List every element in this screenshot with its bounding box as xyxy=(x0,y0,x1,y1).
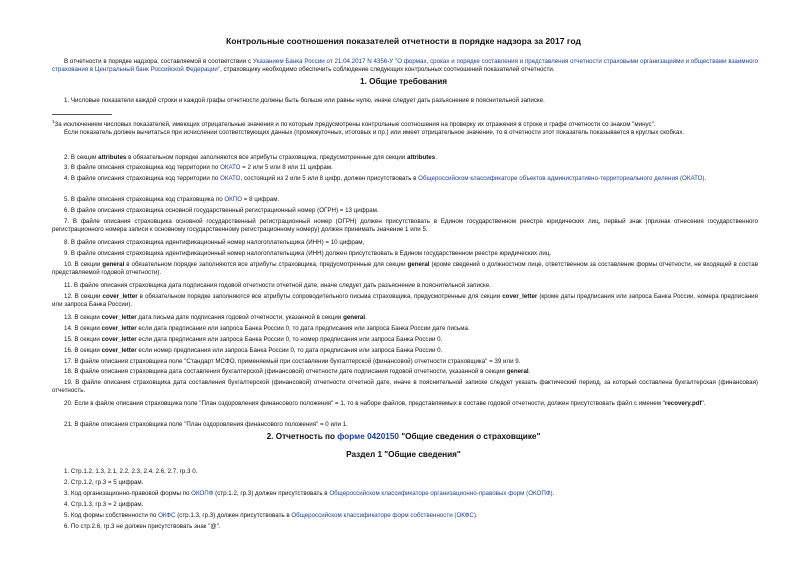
form-0420150-link[interactable]: форме 0420150 xyxy=(337,432,399,441)
check-3: 3. Код организационно-правовой формы по ОКОПФ (стр.1.2, гр.3) должен присутствовать в Общероссийском классификаторе организационно-правовых форм (ОКОПФ). xyxy=(64,490,555,497)
rule-11: 11. В файле описания страховщика дата подписания годовой отчетности отчетной дате, иначе следует дать разъяснение в пояснительной записке. xyxy=(64,282,491,289)
check-4: 4. Стр.1.3, гр.3 = 2 цифрам. xyxy=(64,501,144,508)
document-title: Контрольные соотношения показателей отчетности в порядке надзора за 2017 год xyxy=(226,36,581,46)
section-1-heading: 1. Общие требования xyxy=(359,77,448,86)
rule-15: 15. В секции cover_letter если дата предписания или запроса Банка России 0, то номер предписания или запроса Банка России 0. xyxy=(64,336,443,343)
rule-4: 4. В файле описания страховщика код территории по ОКАТО, состоящий из 2 или 5 или 8 цифр, должен присутствовать в Общероссийском классификаторе объектов административно-территориального деления (ОКАТО). xyxy=(64,175,707,182)
okfs-classifier-link[interactable]: Общероссийском классификаторе форм собственности (ОКФС) xyxy=(291,512,476,519)
check-1: 1. Стр.1.2, 1.3, 2.1, 2.2, 2.3, 2.4, 2.6, 2.7, гр.3 0. xyxy=(64,468,198,475)
rule-14: 14. В секции cover_letter если дата предписания или запроса Банка России 0, то дата предписания или запроса Банка России дате письма. xyxy=(64,325,470,332)
negative-values-note: Если показатель должен вычитаться при исчислении соответствующих данных (промежуточных, итоговых и пр.) или имеет отрицательное значение, то в отчетности этот показатель показывается в круглых скобках. xyxy=(64,129,685,136)
rule-1: 1. Числовые показатели каждой строки и каждой графы отчетности должны быть больше или равны нулю, иначе следует дать разъяснение в пояснительной записке. xyxy=(64,97,545,104)
rule-7: 7. В файле описания страховщика основной государственный регистрационный номер (ОГРН) должен присутствовать в Едином государственном реестре юридических лиц, первый знак (признак отнесения государственного регистрационного номера записи к основному государственному регистрационному номеру) должен принимать значение 1 или 5. xyxy=(52,218,758,234)
rule-13: 13. В секции cover_letter дата письма дате подписания годовой отчетности, указанной в секции general. xyxy=(64,314,367,321)
rule-9: 9. В файле описания страховщика идентификационный номер налогоплательщика (ИНН) должен присутствовать в Едином государственном реестре юридических лиц. xyxy=(64,250,552,257)
rule-12: 12. В секции cover_letter в обязательном порядке заполняются все атрибуты сопроводительного письма страховщика, предусмотренные для секции cover_letter (кроме даты предписания или запроса Банка России, номера предписания или запроса Банка России). xyxy=(52,293,758,309)
check-6: 6. По стр.2.6, гр.3 не должен присутствовать знак "@". xyxy=(64,523,221,530)
section-2-1-heading: Раздел 1 "Общие сведения" xyxy=(346,450,461,459)
okfs-link[interactable]: ОКФС xyxy=(158,512,176,519)
rule-5: 5. В файле описания страховщика код страховщика по ОКПО = 8 цифрам. xyxy=(64,196,280,203)
rule-18: 18. В файле описания страховщика дата составления бухгалтерской (финансовой) отчетности дате подписания годовой отчетности, указанной в секции general. xyxy=(64,368,531,375)
okato-classifier-link[interactable]: Общероссийском классификаторе объектов административно-территориального деления (ОКАТО) xyxy=(418,175,705,182)
rule-21: 21. В файле описания страховщика поле "План оздоровления финансового положения" = 0 или 1. xyxy=(64,421,348,428)
okpo-link[interactable]: ОКПО xyxy=(224,196,243,203)
rule-10: 10. В секции general в обязательном порядке заполняются все атрибуты страховщика, предусмотренные для секции general (кроме сведений о должностном лице, ответственном за составление формы отчетности, не входящей в состав представляемой годовой отчетности). xyxy=(52,261,758,277)
rule-20: 20. Если в файле описания страховщика поле "План оздоровления финансового положения" = 1, то в наборе файлов, представляемых в составе годовой отчетности, должен присутствовать файл с именем "recovery.pdf". xyxy=(64,400,706,407)
footnote-divider xyxy=(52,114,112,115)
ukazanie-link[interactable]: Указанием Банка России от 21.04.2017 N 4356-У "О формах, сроках и порядке составления и представления отчетности страховыми организациями и обществами взаимного страхования в Центральный банк Российской Федерации" xyxy=(52,58,758,74)
check-5: 5. Код формы собственности по ОКФС (стр.1.3, гр.3) должен присутствовать в Общероссийском классификаторе форм собственности (ОКФС). xyxy=(64,512,478,519)
rule-16: 16. В секции cover_letter если номер предписания или запроса Банка России 0, то дата предписания или запроса Банка России 0. xyxy=(64,347,443,354)
intro-paragraph: В отчетности в порядке надзора, составляемой в соответствии с Указанием Банка России от 21.04.2017 N 4356-У "О формах, сроках и порядке составления и представления отчетности страховыми организациями и обществами взаимного страхования в Центральный банк Российской Федерации", страховщику необходимо обеспечить соблюдение следующих контрольных соотношений показателей отчетности. xyxy=(52,58,758,74)
rule-17: 17. В файле описания страховщика поле "Стандарт МСФО, применяемый при составлении бухгалтерской (финансовой) отчетности страховщика" = 39 или 9. xyxy=(64,358,521,365)
rule-6: 6. В файле описания страховщика основной государственный регистрационный номер (ОГРН) = 13 цифрам. xyxy=(64,207,379,214)
rule-3: 3. В файле описания страховщика код территории по ОКАТО = 2 или 5 или 8 или 11 цифрам. xyxy=(64,164,333,171)
section-2-heading: 2. Отчетность по форме 0420150 "Общие сведения о страховщике" xyxy=(266,432,541,441)
okato-link[interactable]: ОКАТО xyxy=(220,164,241,171)
okato-link[interactable]: ОКАТО xyxy=(220,175,241,182)
rule-2: 2. В секции attributes в обязательном порядке заполняются все атрибуты страховщика, предусмотренные для секции attributes. xyxy=(64,154,437,161)
okopf-link[interactable]: ОКОПФ xyxy=(191,490,214,497)
rule-8: 8. В файле описания страховщика идентификационный номер налогоплательщика (ИНН) = 10 цифрам, xyxy=(64,239,365,246)
okopf-classifier-link[interactable]: Общероссийском классификаторе организационно-правовых форм (ОКОПФ) xyxy=(329,490,553,497)
check-2: 2. Стр.1.2, гр.3 = 5 цифрам. xyxy=(64,479,144,486)
footnote: $^1$За исключением числовых показателей, имеющих отрицательные значения и по которым предусмотрены контрольные соотношения на проверку их отражения в строке и графе отчетности со знаком "минус". xyxy=(52,119,656,129)
rule-19: 19. В файле описания страховщика дата составления бухгалтерской (финансовой) отчетности отчетной дате, иначе в пояснительной записке следует указать фактический период, за который составлена бухгалтерская (финансовая) отчетность. xyxy=(52,379,758,395)
